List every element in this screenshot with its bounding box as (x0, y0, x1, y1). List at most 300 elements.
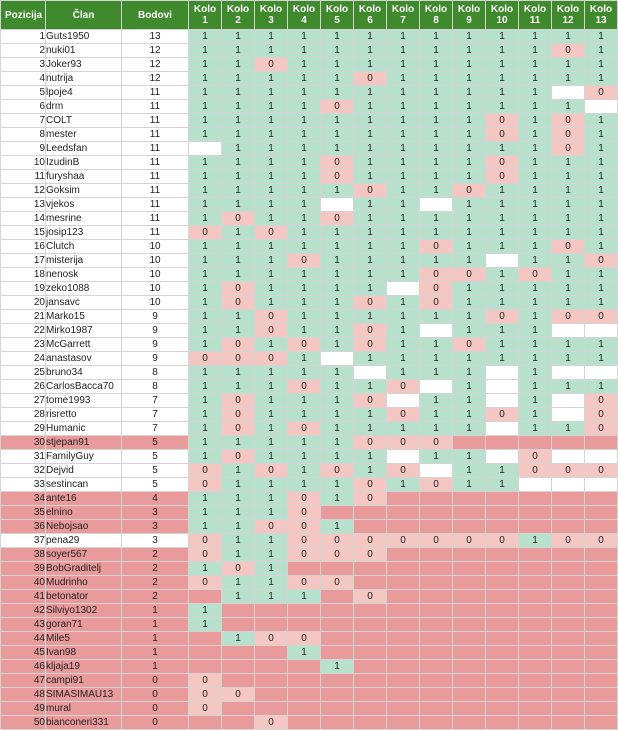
round-result: 0 (552, 310, 585, 324)
round-result (222, 646, 255, 660)
points-cell: 2 (122, 548, 189, 562)
table-row (1, 352, 618, 366)
round-result: 1 (552, 254, 585, 268)
round-header[interactable] (189, 1, 222, 30)
round-result: 0 (486, 310, 519, 324)
points-cell: 8 (122, 366, 189, 380)
round-result: 0 (552, 142, 585, 156)
round-result (453, 632, 486, 646)
round-result (519, 702, 552, 716)
position-cell: 26 (1, 380, 46, 394)
round-prefix: Kolo (424, 4, 448, 15)
round-result (519, 492, 552, 506)
round-header[interactable] (552, 1, 585, 30)
round-header[interactable] (519, 1, 552, 30)
round-result: 1 (189, 338, 222, 352)
round-result (585, 646, 618, 660)
round-result (189, 632, 222, 646)
round-result: 1 (453, 142, 486, 156)
round-result: 1 (222, 114, 255, 128)
position-cell: 38 (1, 548, 46, 562)
round-result (288, 674, 321, 688)
round-result: 1 (255, 338, 288, 352)
round-result: 0 (354, 436, 387, 450)
round-header[interactable] (354, 1, 387, 30)
round-result: 1 (255, 576, 288, 590)
round-result (552, 366, 585, 380)
round-result (321, 632, 354, 646)
round-result (321, 646, 354, 660)
round-result: 1 (288, 170, 321, 184)
round-result (420, 618, 453, 632)
points-cell: 10 (122, 254, 189, 268)
round-result: 1 (420, 394, 453, 408)
round-prefix: Kolo (523, 4, 547, 15)
round-result: 1 (585, 30, 618, 44)
round-result: 1 (189, 436, 222, 450)
round-result (519, 688, 552, 702)
round-result: 1 (354, 212, 387, 226)
round-result: 1 (222, 86, 255, 100)
points-cell: 1 (122, 632, 189, 646)
round-result: 1 (189, 184, 222, 198)
round-result: 1 (255, 478, 288, 492)
round-result (222, 604, 255, 618)
round-result: 0 (189, 674, 222, 688)
round-result (321, 604, 354, 618)
points-cell: 9 (122, 352, 189, 366)
round-result: 1 (189, 100, 222, 114)
position-cell: 23 (1, 338, 46, 352)
round-result (519, 562, 552, 576)
round-result (585, 100, 618, 114)
round-result (387, 590, 420, 604)
points-header[interactable]: Bodovi (122, 1, 189, 30)
round-result: 1 (288, 240, 321, 254)
round-result (420, 492, 453, 506)
round-result: 1 (585, 296, 618, 310)
round-result (585, 520, 618, 534)
round-result (519, 660, 552, 674)
round-result: 1 (321, 436, 354, 450)
round-result (420, 604, 453, 618)
round-result: 0 (288, 520, 321, 534)
round-result: 1 (288, 590, 321, 604)
round-result: 1 (321, 394, 354, 408)
member-name: Nebojsao (46, 520, 122, 534)
table-row (1, 86, 618, 100)
table-row (1, 268, 618, 282)
round-result (453, 716, 486, 730)
round-result: 1 (354, 450, 387, 464)
round-result: 1 (552, 268, 585, 282)
round-result: 1 (255, 548, 288, 562)
position-cell: 9 (1, 142, 46, 156)
table-row (1, 44, 618, 58)
round-result: 1 (288, 72, 321, 86)
table-row (1, 660, 618, 674)
round-result: 1 (552, 282, 585, 296)
round-result (387, 660, 420, 674)
round-result: 1 (321, 422, 354, 436)
round-result: 1 (222, 128, 255, 142)
round-result: 1 (189, 604, 222, 618)
member-name: Guts1950 (46, 30, 122, 44)
round-result (585, 604, 618, 618)
round-result (486, 254, 519, 268)
round-result: 1 (486, 72, 519, 86)
round-result: 1 (519, 296, 552, 310)
round-result: 1 (519, 72, 552, 86)
round-result: 1 (585, 72, 618, 86)
round-result: 0 (486, 128, 519, 142)
round-result: 0 (420, 296, 453, 310)
round-result (321, 352, 354, 366)
round-result: 1 (453, 324, 486, 338)
member-name: stjepan91 (46, 436, 122, 450)
round-result: 1 (519, 534, 552, 548)
round-result: 1 (453, 352, 486, 366)
position-cell: 1 (1, 30, 46, 44)
round-result: 1 (354, 156, 387, 170)
round-result: 1 (486, 338, 519, 352)
round-result (387, 688, 420, 702)
round-result: 0 (189, 576, 222, 590)
round-result: 1 (255, 268, 288, 282)
points-cell: 11 (122, 184, 189, 198)
round-result: 1 (321, 492, 354, 506)
round-result (519, 674, 552, 688)
round-result: 1 (420, 338, 453, 352)
round-result: 1 (321, 128, 354, 142)
round-result (552, 506, 585, 520)
member-name: mesrine (46, 212, 122, 226)
round-result: 1 (486, 324, 519, 338)
round-result: 1 (420, 156, 453, 170)
round-result: 1 (255, 44, 288, 58)
round-result: 1 (387, 268, 420, 282)
round-result (552, 688, 585, 702)
member-name: Clutch (46, 240, 122, 254)
table-row (1, 464, 618, 478)
table-row (1, 562, 618, 576)
round-result: 1 (585, 44, 618, 58)
round-result: 0 (354, 184, 387, 198)
standings-body (1, 30, 618, 730)
round-result: 1 (321, 72, 354, 86)
round-result (453, 646, 486, 660)
round-result (585, 632, 618, 646)
round-number: 11 (529, 15, 541, 26)
round-header[interactable] (222, 1, 255, 30)
round-result: 1 (189, 72, 222, 86)
round-result: 1 (255, 590, 288, 604)
member-name: FamilyGuy (46, 450, 122, 464)
round-result: 1 (585, 184, 618, 198)
round-header[interactable] (420, 1, 453, 30)
round-result: 1 (552, 352, 585, 366)
round-result (255, 646, 288, 660)
member-name: nutrija (46, 72, 122, 86)
round-result: 0 (552, 240, 585, 254)
round-result: 1 (222, 44, 255, 58)
round-result: 1 (387, 30, 420, 44)
round-result: 1 (519, 114, 552, 128)
round-result: 1 (222, 310, 255, 324)
round-result: 1 (189, 492, 222, 506)
round-result: 0 (585, 310, 618, 324)
table-row (1, 338, 618, 352)
round-result: 1 (321, 408, 354, 422)
round-result (222, 716, 255, 730)
round-result: 0 (486, 114, 519, 128)
round-result: 1 (255, 506, 288, 520)
round-result: 1 (585, 268, 618, 282)
round-result (552, 548, 585, 562)
round-result: 1 (519, 394, 552, 408)
round-result: 1 (255, 86, 288, 100)
round-result (420, 520, 453, 534)
round-result: 1 (189, 44, 222, 58)
round-result: 1 (387, 422, 420, 436)
position-cell: 22 (1, 324, 46, 338)
round-result: 0 (222, 296, 255, 310)
round-result (222, 660, 255, 674)
round-result: 1 (354, 86, 387, 100)
round-result: 0 (321, 464, 354, 478)
round-result (321, 716, 354, 730)
points-cell: 11 (122, 170, 189, 184)
position-cell: 10 (1, 156, 46, 170)
round-result (519, 506, 552, 520)
round-result (354, 520, 387, 534)
round-result: 1 (486, 478, 519, 492)
round-result (585, 702, 618, 716)
round-result (354, 688, 387, 702)
round-result: 1 (189, 394, 222, 408)
position-cell: 42 (1, 604, 46, 618)
round-result: 1 (189, 86, 222, 100)
round-header[interactable] (255, 1, 288, 30)
position-cell: 29 (1, 422, 46, 436)
round-result: 1 (354, 114, 387, 128)
round-result: 1 (222, 492, 255, 506)
round-result: 1 (519, 212, 552, 226)
round-result: 0 (486, 408, 519, 422)
member-name: Mirko1987 (46, 324, 122, 338)
round-result: 1 (321, 310, 354, 324)
round-result (420, 198, 453, 212)
round-result: 1 (288, 310, 321, 324)
round-result: 1 (255, 240, 288, 254)
round-result: 1 (255, 492, 288, 506)
round-result: 1 (288, 128, 321, 142)
points-cell: 12 (122, 72, 189, 86)
round-result: 1 (519, 58, 552, 72)
round-result (420, 380, 453, 394)
round-result (189, 646, 222, 660)
position-cell: 44 (1, 632, 46, 646)
round-result: 0 (189, 702, 222, 716)
round-result (387, 716, 420, 730)
round-result: 0 (255, 324, 288, 338)
round-result: 1 (354, 422, 387, 436)
round-result: 1 (222, 268, 255, 282)
round-result (189, 716, 222, 730)
header-row (1, 1, 618, 30)
round-result: 1 (519, 240, 552, 254)
round-header[interactable] (387, 1, 420, 30)
round-result: 1 (420, 30, 453, 44)
round-result: 1 (486, 30, 519, 44)
round-prefix: Kolo (226, 4, 250, 15)
round-result: 1 (453, 478, 486, 492)
points-cell: 3 (122, 506, 189, 520)
round-result: 1 (420, 310, 453, 324)
round-result: 1 (354, 100, 387, 114)
round-result: 1 (354, 282, 387, 296)
round-result: 0 (288, 576, 321, 590)
round-result (552, 716, 585, 730)
round-number: 10 (496, 15, 508, 26)
round-result: 0 (354, 324, 387, 338)
round-result (420, 674, 453, 688)
round-header[interactable] (486, 1, 519, 30)
points-cell: 1 (122, 618, 189, 632)
round-result (453, 618, 486, 632)
round-result (354, 506, 387, 520)
round-result: 0 (420, 534, 453, 548)
round-result: 0 (552, 114, 585, 128)
table-row (1, 534, 618, 548)
round-result (420, 576, 453, 590)
table-row (1, 716, 618, 730)
round-result: 1 (255, 72, 288, 86)
round-result (486, 618, 519, 632)
table-row (1, 72, 618, 86)
round-result: 1 (453, 156, 486, 170)
points-cell: 5 (122, 478, 189, 492)
position-cell: 37 (1, 534, 46, 548)
position-cell: 17 (1, 254, 46, 268)
round-result: 0 (189, 548, 222, 562)
points-cell: 10 (122, 240, 189, 254)
round-result: 0 (420, 268, 453, 282)
round-result: 1 (453, 114, 486, 128)
round-result: 1 (189, 282, 222, 296)
round-result (486, 632, 519, 646)
round-result (453, 492, 486, 506)
round-result: 1 (387, 310, 420, 324)
round-result: 1 (288, 282, 321, 296)
round-result: 1 (552, 338, 585, 352)
round-result: 1 (288, 478, 321, 492)
round-header[interactable] (453, 1, 486, 30)
round-result: 1 (453, 226, 486, 240)
round-number: 4 (301, 15, 307, 26)
round-result: 0 (288, 380, 321, 394)
round-result: 0 (222, 408, 255, 422)
position-cell: 15 (1, 226, 46, 240)
round-result (321, 702, 354, 716)
round-header[interactable] (321, 1, 354, 30)
round-result: 1 (585, 58, 618, 72)
round-result (387, 576, 420, 590)
round-result: 1 (453, 58, 486, 72)
table-row (1, 520, 618, 534)
round-result: 1 (255, 450, 288, 464)
position-cell: 19 (1, 282, 46, 296)
member-name: BobGraditelj (46, 562, 122, 576)
round-result: 1 (255, 114, 288, 128)
round-result (552, 618, 585, 632)
member-header[interactable]: Član (46, 1, 122, 30)
round-result: 1 (222, 58, 255, 72)
round-result: 1 (189, 324, 222, 338)
position-cell: 50 (1, 716, 46, 730)
round-result: 1 (519, 156, 552, 170)
round-result (519, 590, 552, 604)
round-result: 0 (255, 352, 288, 366)
round-header[interactable] (288, 1, 321, 30)
round-result: 1 (420, 450, 453, 464)
round-result: 1 (255, 156, 288, 170)
position-cell: 14 (1, 212, 46, 226)
round-result: 1 (486, 212, 519, 226)
round-result: 0 (354, 72, 387, 86)
round-result (354, 576, 387, 590)
round-result (189, 590, 222, 604)
round-result: 1 (255, 100, 288, 114)
round-result: 1 (321, 324, 354, 338)
member-name: McGarrett (46, 338, 122, 352)
round-result: 1 (255, 170, 288, 184)
round-result: 1 (486, 268, 519, 282)
round-header[interactable] (585, 1, 618, 30)
round-result: 0 (585, 408, 618, 422)
round-result: 1 (387, 254, 420, 268)
round-result: 1 (288, 464, 321, 478)
position-cell: 32 (1, 464, 46, 478)
points-cell: 0 (122, 688, 189, 702)
round-result: 1 (453, 212, 486, 226)
round-result: 1 (453, 464, 486, 478)
round-result: 1 (321, 58, 354, 72)
round-number: 13 (595, 15, 607, 26)
round-result (420, 632, 453, 646)
round-result: 1 (519, 86, 552, 100)
member-name: goran71 (46, 618, 122, 632)
round-result: 1 (222, 548, 255, 562)
round-result (321, 590, 354, 604)
round-result (387, 646, 420, 660)
table-row (1, 170, 618, 184)
round-result (519, 478, 552, 492)
round-result: 0 (222, 688, 255, 702)
round-result: 1 (255, 282, 288, 296)
round-result: 1 (453, 366, 486, 380)
round-result: 1 (189, 408, 222, 422)
table-row (1, 282, 618, 296)
round-result: 1 (189, 618, 222, 632)
round-result: 1 (387, 156, 420, 170)
round-result (486, 576, 519, 590)
round-result: 1 (222, 198, 255, 212)
position-header[interactable]: Pozicija (1, 1, 46, 30)
table-row (1, 632, 618, 646)
round-result: 1 (486, 86, 519, 100)
round-result: 1 (321, 380, 354, 394)
